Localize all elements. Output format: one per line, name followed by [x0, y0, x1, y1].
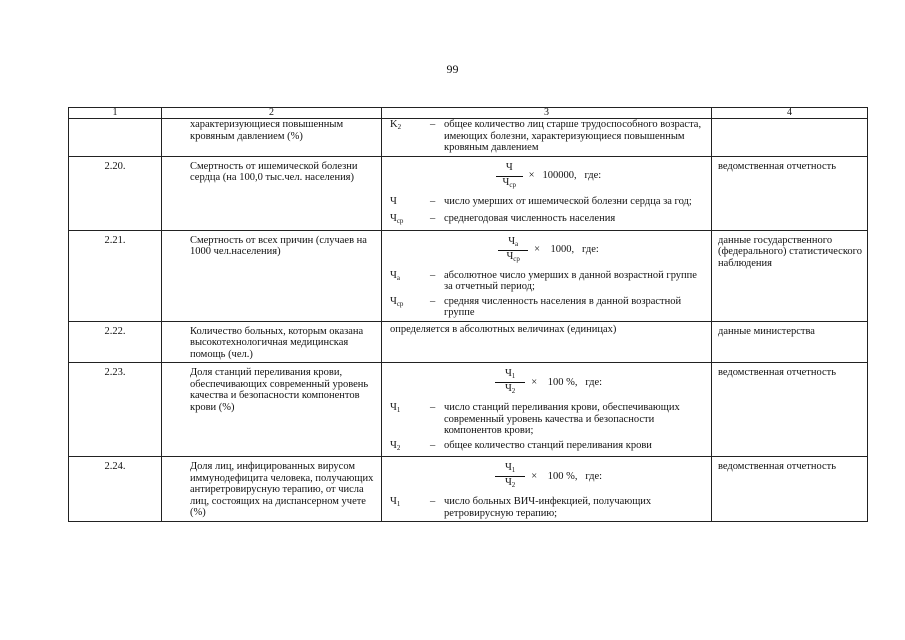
definition-dash: –	[430, 119, 436, 130]
definition-symbol-sub: ср	[396, 299, 404, 308]
formula-multiplier: × 100000, где:	[528, 170, 602, 182]
definition-symbol-wrap	[390, 213, 430, 228]
denominator-symbol: Ч	[506, 250, 514, 262]
formula	[390, 162, 707, 191]
formula	[390, 236, 707, 265]
definition-symbol-wrap	[390, 270, 430, 293]
definition-symbol-sub: 2	[397, 123, 402, 131]
fraction	[496, 162, 523, 191]
fraction-numerator	[496, 162, 523, 177]
header-cell: 2	[162, 108, 382, 119]
table-row	[69, 457, 868, 522]
definition-item	[390, 213, 707, 228]
row-number: 2.20.	[69, 156, 162, 230]
row-number: 2.22.	[69, 321, 162, 363]
table-row	[69, 321, 868, 363]
definition-dash: –	[430, 295, 436, 307]
definition-symbol-sub: а	[396, 273, 400, 282]
calculation-cell	[382, 321, 712, 363]
formula-multiplier: × 1000, где:	[534, 244, 599, 256]
formula	[390, 462, 707, 491]
indicator-table	[68, 107, 868, 522]
denominator-symbol: Ч	[502, 176, 510, 188]
continuation-name: характеризующиеся повышенным кровяным давлением (%)	[162, 119, 382, 157]
fraction-numerator	[498, 236, 528, 251]
definition-symbol-sub: 1	[396, 500, 401, 508]
definition-symbol-wrap	[390, 296, 430, 319]
numerator-symbol: Ч	[504, 462, 512, 473]
definition-item	[390, 270, 707, 293]
definition-symbol: Ч	[390, 439, 397, 451]
data-source: данные министерства	[712, 321, 868, 363]
table-row	[69, 230, 868, 321]
definition-text: среднегодовая численность населения	[444, 213, 616, 224]
definition-symbol-wrap	[390, 196, 430, 211]
header-cell: 1	[69, 108, 162, 119]
definition-symbol-sub: 1	[396, 406, 401, 414]
denominator-symbol: Ч	[504, 477, 512, 488]
fraction	[495, 368, 525, 397]
numerator-symbol: Ч	[505, 161, 513, 173]
definition-symbol: Ч	[390, 195, 397, 207]
calculation-text: определяется в абсолютных величинах (единицах)	[390, 323, 617, 335]
definition-symbol: Ч	[390, 402, 397, 413]
definition-item	[390, 496, 707, 519]
denominator-sub: 2	[511, 387, 516, 395]
numerator-sub: а	[515, 239, 519, 248]
denominator-sub: ср	[513, 254, 520, 263]
numerator-sub: 1	[511, 372, 516, 380]
table-header-row	[69, 108, 868, 119]
definition-text: число больных ВИЧ-инфекцией, получающих ретровирусную терапию;	[444, 496, 652, 519]
denominator-symbol: Ч	[504, 383, 512, 394]
data-source: ведомственная отчетность	[712, 156, 868, 230]
definition-symbol-wrap	[390, 402, 430, 437]
definition-item	[390, 196, 707, 211]
definition-item	[390, 402, 707, 437]
row-number: 2.23.	[69, 363, 162, 457]
definition-dash: –	[430, 402, 436, 413]
definition-text: общее количество станций переливания крови	[444, 439, 652, 451]
definition-symbol-wrap	[390, 440, 430, 455]
fraction-denominator	[506, 251, 519, 265]
continuation-row	[69, 119, 868, 157]
indicator-name: Количество больных, которым оказана высокотехнологичная медицинская помощь (чел.)	[162, 321, 382, 363]
row-number: 2.24.	[69, 457, 162, 522]
fraction-numerator	[495, 368, 525, 383]
definition-text: общее количество лиц старше трудоспособного возраста, имеющих болезни, характеризующиеся повышенным кровяным давлением	[444, 119, 702, 153]
table-row	[69, 363, 868, 457]
calculation-cell	[382, 363, 712, 457]
definition-symbol-sub: 2	[396, 443, 401, 452]
definition-dash: –	[430, 213, 436, 224]
definition-symbol: Ч	[390, 295, 397, 307]
header-cell: 4	[712, 108, 868, 119]
formula	[390, 368, 707, 397]
definition-symbol-wrap	[390, 496, 430, 519]
definition-item	[390, 440, 707, 455]
indicator-name: Смертность от ишемической болезни сердца (на 100,0 тыс.чел. населения)	[162, 156, 382, 230]
definition-dash: –	[430, 439, 436, 451]
rows-body	[69, 156, 868, 522]
indicator-name: Доля станций переливания крови, обеспечивающих современный уровень качества и безопасности компонентов крови (%)	[162, 363, 382, 457]
indicator-name: Доля лиц, инфицированных вирусом иммунодефицита человека, получающих антиретровирусную терапию, от числа лиц, состоящих на диспансерном учете (%)	[162, 457, 382, 522]
header-cell: 3	[382, 108, 712, 119]
fraction-numerator	[495, 462, 525, 477]
definition-dash: –	[430, 269, 436, 281]
calculation-cell	[382, 230, 712, 321]
fraction-denominator	[505, 383, 515, 397]
definition-text: средняя численность населения в данной возрастной группе	[444, 295, 682, 318]
calculation-cell	[382, 457, 712, 522]
page-number: 99	[446, 62, 459, 76]
definition-item	[390, 119, 707, 154]
fraction	[498, 236, 528, 265]
data-source: данные государственного (федерального) статистического наблюдения	[712, 230, 868, 321]
definition-dash: –	[430, 496, 436, 507]
numerator-symbol: Ч	[508, 235, 516, 247]
definition-text: число станций переливания крови, обеспечивающих современный уровень качества и безопасности компонентов крови;	[444, 402, 680, 436]
numerator-sub: 1	[511, 466, 516, 474]
definition-symbol-sub: ср	[396, 217, 404, 225]
table-row	[69, 156, 868, 230]
definition-text: абсолютное число умерших в данной возрастной группе за отчетный период;	[444, 269, 697, 292]
numerator-symbol: Ч	[504, 368, 512, 379]
formula-multiplier: × 100 %, где:	[531, 376, 603, 388]
data-source: ведомственная отчетность	[712, 457, 868, 522]
denominator-sub: ср	[509, 180, 516, 189]
calculation-cell	[382, 156, 712, 230]
fraction	[495, 462, 525, 491]
formula-multiplier: × 100 %, где:	[531, 470, 603, 482]
data-source: ведомственная отчетность	[712, 363, 868, 457]
definition-text: число умерших от ишемической болезни сердца за год;	[444, 195, 692, 207]
denominator-sub: 2	[511, 481, 516, 489]
definition-item	[390, 296, 707, 319]
definition-symbol: Ч	[390, 213, 397, 224]
definition-dash: –	[430, 195, 436, 207]
fraction-denominator	[503, 177, 516, 191]
definition-symbol: K	[390, 119, 398, 130]
definition-symbol: Ч	[390, 269, 397, 281]
fraction-denominator	[505, 477, 515, 491]
definition-symbol: Ч	[390, 496, 397, 507]
indicator-name: Смертность от всех причин (случаев на 1000 чел.населения)	[162, 230, 382, 321]
row-number: 2.21.	[69, 230, 162, 321]
